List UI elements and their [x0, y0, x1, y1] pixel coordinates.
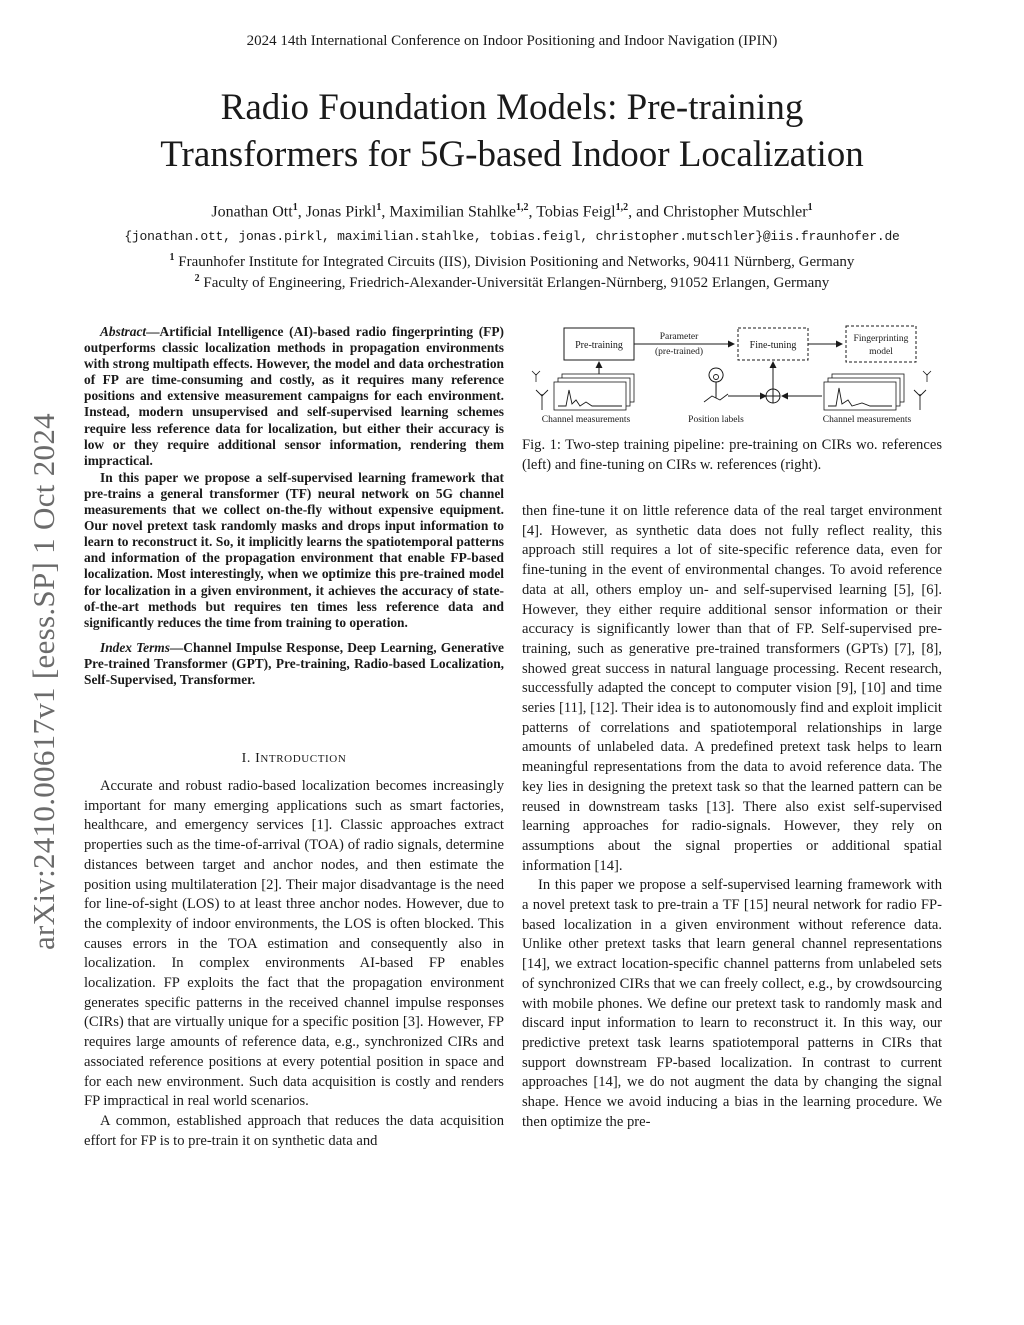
- affiliation-text: Fraunhofer Institute for Integrated Circuits (IIS), Division Positioning and Networks, 90411 Nürnberg, Germany: [178, 254, 855, 270]
- author-affiliation-mark: 1: [807, 202, 813, 213]
- abstract: [84, 324, 504, 688]
- abstract-paragraph-1: [84, 324, 504, 469]
- author-name: Jonas Pirkl: [305, 203, 377, 221]
- author-name: Jonathan Ott: [211, 203, 293, 221]
- affiliation-2: [0, 273, 1024, 292]
- section-title-initial: I: [255, 751, 261, 766]
- author-list: Jonathan Ott$^1$, Jonas Pirkl$^1$, Maximilian Stahlke$^{1,2}$, Tobias Feigl$^{1,2}$, and Christopher Mutschler$^1$: [211, 202, 813, 221]
- introduction-right-column: [522, 502, 942, 1133]
- section-heading: [84, 751, 504, 767]
- index-terms-text: —Channel Impulse Response, Deep Learning, Generative Pre-trained Transformer (GPT), Pre-training, Radio-based Localization, Self-Supervised, Transformer.: [84, 639, 504, 687]
- abstract-label: Abstract: [100, 324, 147, 339]
- affiliation-1: [0, 252, 1024, 271]
- author-name: Maximilian Stahlke: [389, 203, 517, 221]
- introduction-left-column: [84, 777, 504, 1151]
- left-measurements-label: Channel measurements: [541, 415, 631, 425]
- right-paragraph-1: then fine-tune it on little reference data of the real target environment [4]. However, as synthetic data does not fully reflect reality, this approach still requires a lot of site-specific reference data, even for fine-tuning in the event of environmental changes. To avoid reference data at all, others employ un- and self-supervised learning [5], [6]. However, they either require additional sensor information or their accuracy is significantly lower than that of FP. Self-supervised pre-training, such as generative pre-trained transformers (GPTs) [7], [8], showed great success in natural language processing. Recent research, successfully adapted the concept to computer vision [9], [10] and time series [11], [12]. Their idea is to autonomously find and exploit implicit patterns of correlations and spatiotemporal relationships in large amounts of unlabeled data. A predefined pretext task helps to learn meaningful representations from the data to avoid reference data. The key lies in designing the pretext task so that the learned pattern can be reused in downstream tasks [13]. There also exist self-supervised learning approaches for radio-signals. However, they rely on assumptions about the signal properties or additional spatial information [14].: [522, 503, 942, 874]
- affiliation-number: 1: [169, 252, 175, 263]
- fingerprinting-label-2: model: [869, 347, 893, 357]
- sum-node-icon: [766, 389, 780, 403]
- affiliation-text: Faculty of Engineering, Friedrich-Alexander-Universität Erlangen-Nürnberg, 91052 Erlangen, Germany: [203, 275, 830, 291]
- parameter-label: Parameter: [659, 332, 699, 342]
- position-labels-label: Position labels: [688, 415, 744, 425]
- pretrained-label: (pre-trained): [655, 347, 703, 357]
- section-title-rest: NTRODUCTION: [260, 753, 347, 765]
- index-terms: [84, 640, 504, 688]
- conference-header: 2024 14th International Conference on Indoor Positioning and Indoor Navigation (IPIN): [246, 33, 778, 49]
- right-cir-stack: [824, 374, 904, 410]
- intro-paragraph-2: A common, established approach that reduces the data acquisition effort for FP is to pre-train it on synthetic data and: [84, 1112, 504, 1149]
- title-line-1: Radio Foundation Models: Pre-training: [220, 87, 804, 128]
- paper-title: [60, 84, 964, 178]
- intro-paragraph-1: Accurate and robust radio-based localization becomes increasingly important for many emerging applications such as smart factories, healthcare, and emergency services [1]. Classic approaches extract properties such as the time-of-arrival (TOA) of radio signals, determine distances between target and anchor nodes, and then estimate the position using multilateration [2]. Their major disadvantage is the need for line-of-sight (LOS) to at least three anchor nodes. However, due to the complexity of indoor environments, the LOS is often blocked. This causes errors in the TOA estimation and consequently also in localization. In complex environments AI-based FP enables localization. FP exploits the fact that the propagation environment generates specific patterns in the received channel impulse responses (CIRs) that are virtually unique for a specific position [3]. However, FP requires large amounts of reference data, e.g., synchronized CIRs and associated reference positions at every potential position in space and for each new environment. Such data acquisition is costly and renders FP impractical in real world scenarios.: [84, 778, 504, 1110]
- author-emails: {jonathan.ott, jonas.pirkl, maximilian.stahlke, tobias.feigl, christopher.mutschler}@iis.fraunhofer.de: [124, 229, 900, 244]
- index-terms-label: Index Terms: [100, 639, 170, 655]
- fingerprinting-label-1: Fingerprinting: [853, 334, 909, 344]
- antenna-icon: [914, 371, 931, 410]
- arxiv-identifier: arXiv:2410.00617v1 [eess.SP] 1 Oct 2024: [26, 413, 61, 950]
- location-pin-icon: [704, 368, 728, 402]
- figure-1-caption: Fig. 1: Two-step training pipeline: pre-training on CIRs wo. references (left) and fine-tuning on CIRs w. references (right).: [522, 437, 942, 473]
- author-affiliation-mark: 1: [292, 202, 298, 213]
- author-affiliation-mark: 1,2: [516, 202, 529, 213]
- pretraining-label: Pre-training: [575, 340, 623, 351]
- affiliation-number: 2: [194, 273, 200, 284]
- author-affiliation-mark: 1,2: [615, 202, 629, 213]
- abstract-text: —Artificial Intelligence (AI)-based radio fingerprinting (FP) outperforms classic localization methods in propagation environments with strong multipath effects. However, the model and data orchestration of FP are time-consuming and costly, as it requires many reference positions and extensive measurement campaigns for each environment. Instead, modern unsupervised and self-supervised learning schemes require less reference data for localization, but either their accuracy is low or they require additional sensor information, rendering them impractical.: [84, 324, 504, 468]
- section-number: I.: [241, 751, 251, 766]
- antenna-icon: [532, 371, 548, 410]
- finetuning-label: Fine-tuning: [749, 340, 797, 351]
- title-line-2: Transformers for 5G-based Indoor Localization: [160, 134, 864, 175]
- author-name: Tobias Feigl: [536, 203, 616, 221]
- author-name: Christopher Mutschler: [663, 203, 808, 221]
- left-cir-stack: [554, 374, 634, 410]
- right-paragraph-2: In this paper we propose a self-supervised learning framework with a novel pretext task to pre-train a TF [15] neural network for radio FP-based localization in a given environment without reference data. Unlike other pretext tasks that learn general channel representations [14], we extract location-specific channel patterns from unlabeled sets of synchronized CIRs that we can freely collect, e.g., by crowdsourcing with mobile phones. We define our pretext task to randomly mask and discard input information to learn to reconstruct it. In this way, our predictive pretext task learns spatiotemporal patterns in CIRs that support downstream FP-based localization. In contrast to current approaches [14], we do not augment the data by changing the signal shape. Hence we avoid inducing a bias in the learning procedure. We then optimize the pre-: [522, 877, 942, 1130]
- author-affiliation-mark: 1: [376, 202, 382, 213]
- figure-1-pipeline: [522, 320, 942, 430]
- abstract-paragraph-2: In this paper we propose a self-supervised learning framework that pre-trains a general transformer (TF) neural network on 5G channel measurements that we collect on-the-fly without expensive equipment. Our novel pretext task randomly masks and drops input information to learn to reconstruct it. So, it implicitly learns the spatiotemporal patterns and information of the propagation environment that enable FP-based localization. Most interestingly, when we optimize this pre-trained model for localization in a given environment, it achieves the accuracy of state-of-the-art methods but requires ten times less reference data and significantly reduces the time from training to operation.: [84, 469, 504, 630]
- right-measurements-label: Channel measurements: [822, 415, 912, 425]
